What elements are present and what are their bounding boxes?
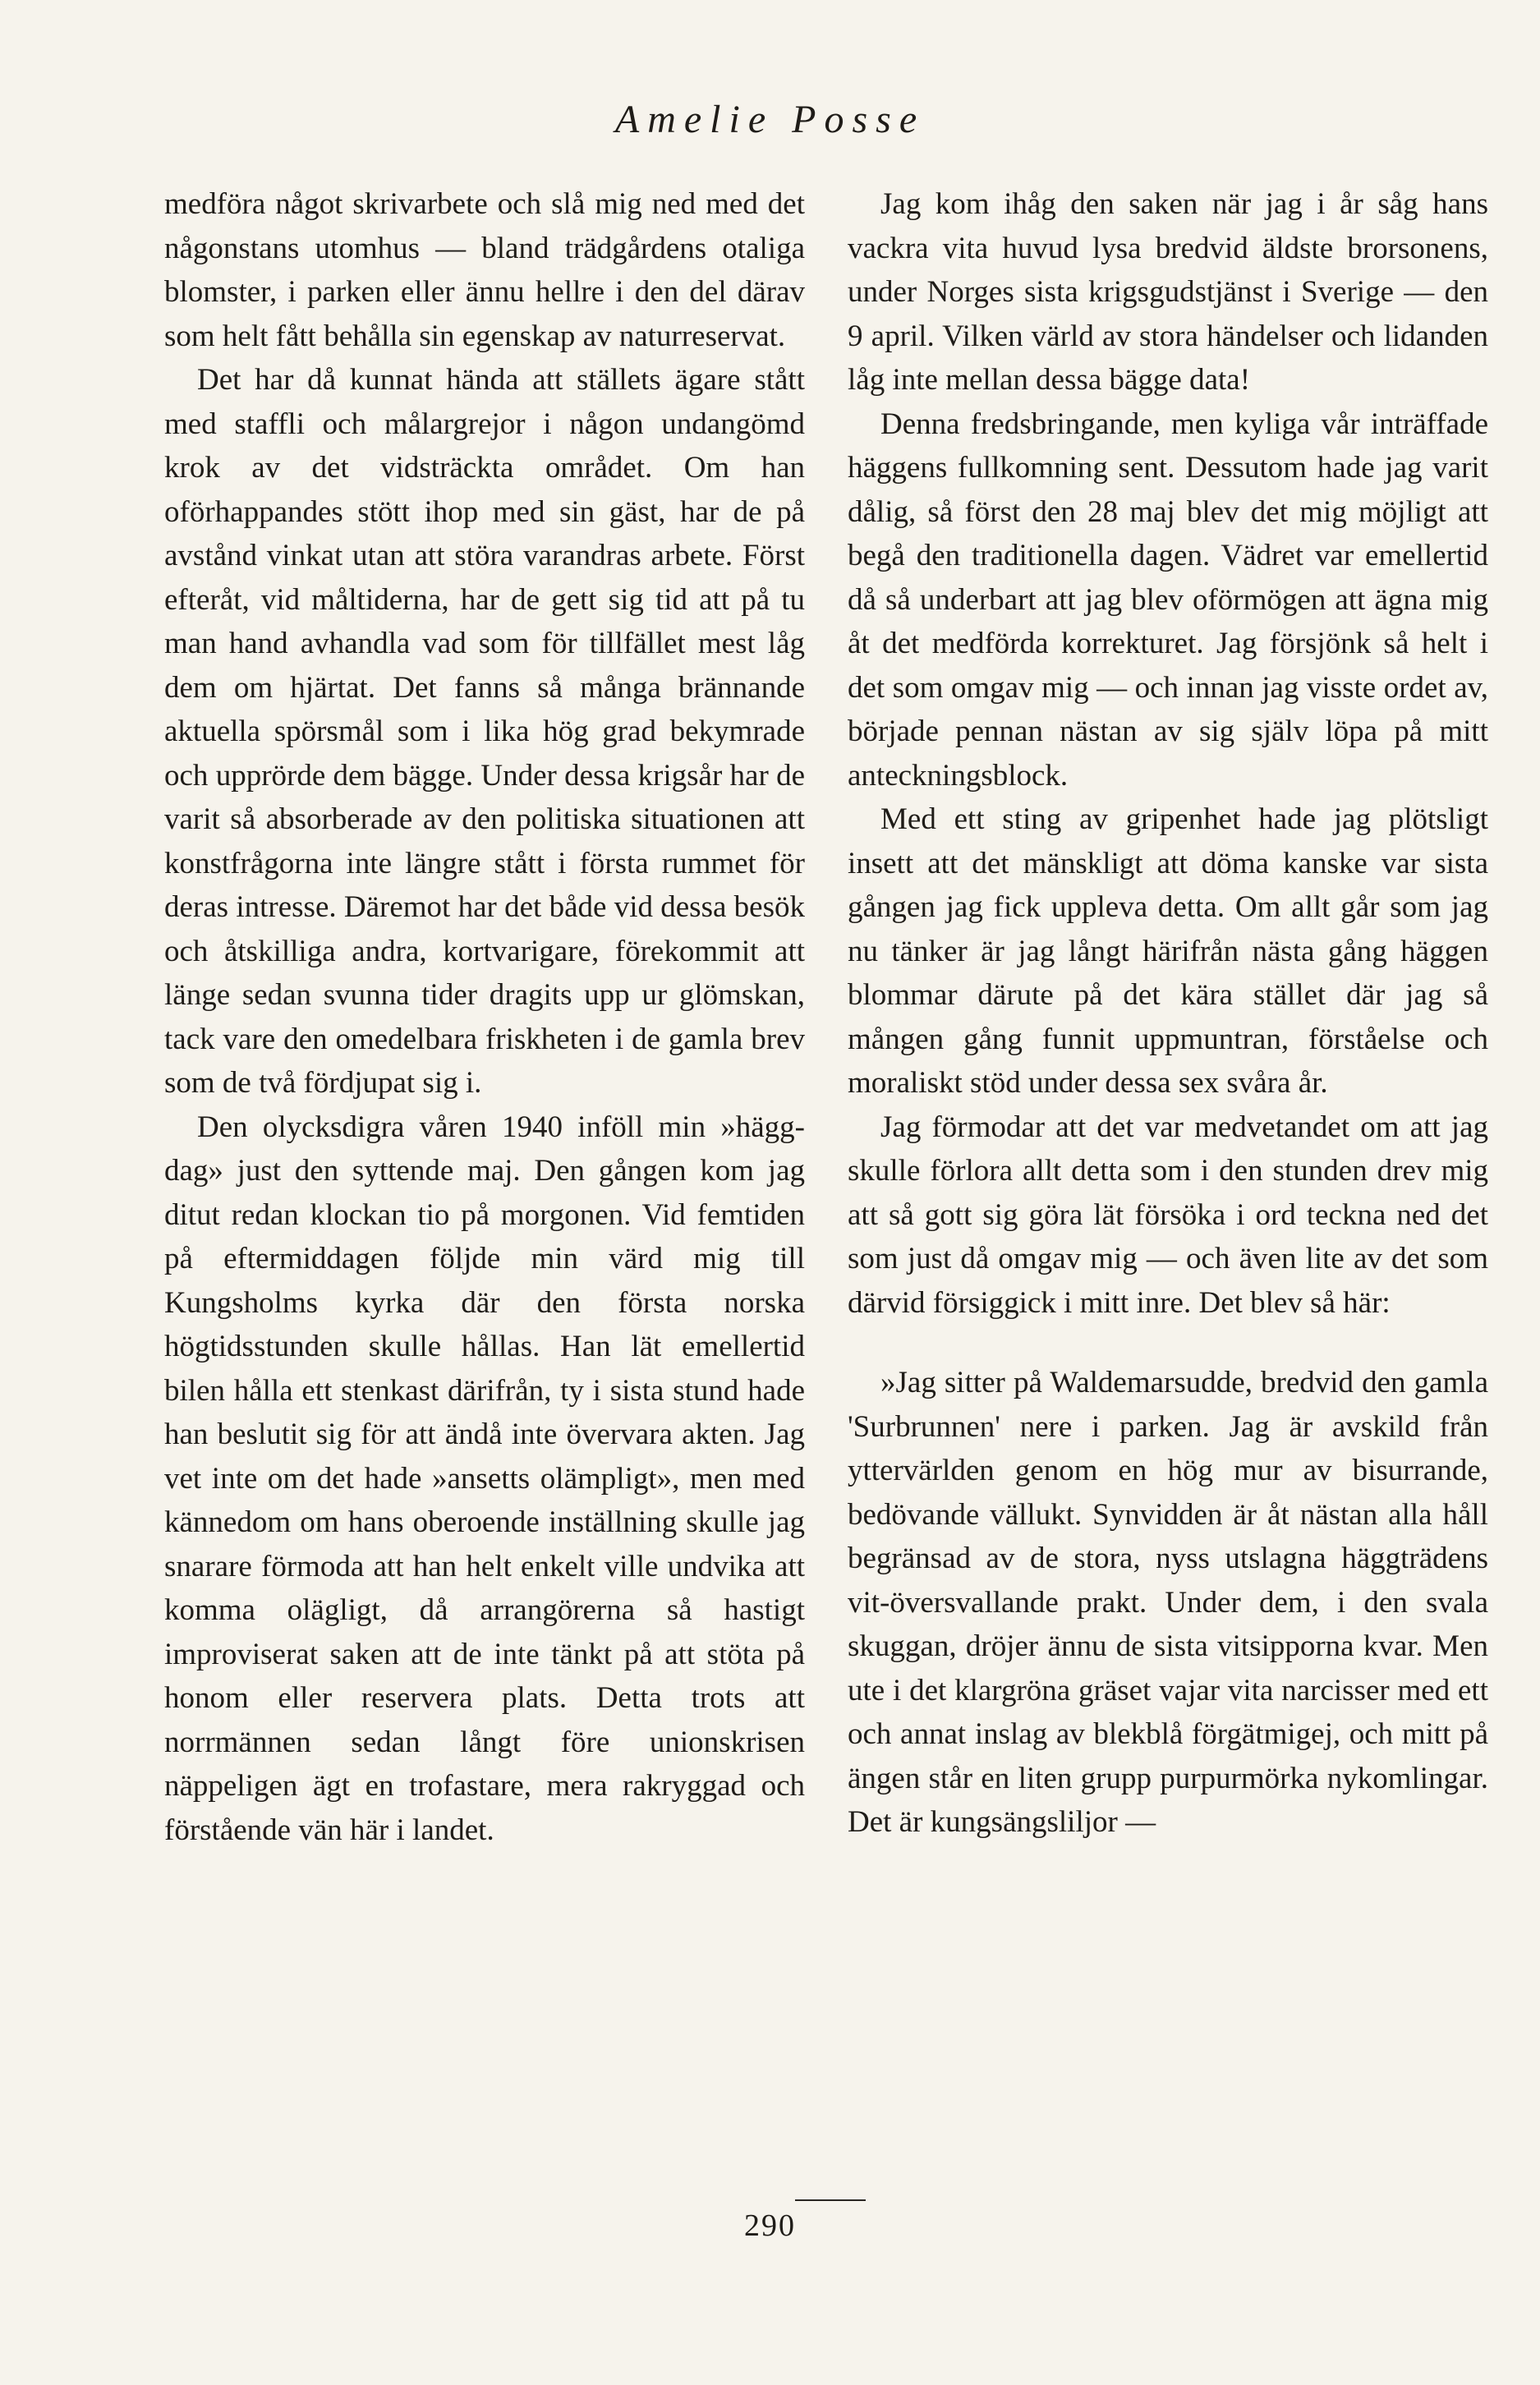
right-column bbox=[848, 182, 1488, 1845]
paragraph: medföra något skrivarbete och slå mig ned med det någonstans utomhus — bland trädgårdens otaliga blomster, i parken eller ännu hellre i den del därav som helt fått behålla sin egenskap av naturreservat. bbox=[164, 187, 805, 353]
running-title: Amelie Posse bbox=[614, 98, 926, 141]
paragraph: Den olycksdigra våren 1940 inföll min »hägg-dag» just den syttende maj. Den gången kom jag ditut redan klockan tio på morgonen. Vid femtiden på eftermiddagen följde min värd mig till Kungsholms kyrka där den första norska högtidsstunden skulle hållas. Han lät emellertid bilen hålla ett stenkast därifrån, ty i sista stund hade han beslutit sig för att ändå inte övervara akten. Jag vet inte om det hade »ansetts olämpligt», men med kännedom om hans oberoende inställning skulle jag snarare förmoda att han helt enkelt ville undvika att komma olägligt, då arrangörerna så hastigt improviserat saken att de inte tänkt på att stöta på honom eller reservera plats. Detta trots att norrmännen sedan långt före unionskrisen näppeligen ägt en trofastare, mera rakryggad och förstående vän här i landet. bbox=[164, 1110, 805, 1847]
folio-rule bbox=[795, 2199, 866, 2201]
page-number: 290 bbox=[744, 2208, 796, 2243]
paragraph: Jag kom ihåg den saken när jag i år såg hans vackra vita huvud lysa bredvid äldste brorsonens, under Norges sista krigsgudstjänst i Sverige — den 9 april. Vilken värld av stora händelser och lidanden låg inte mellan dessa bägge data! bbox=[848, 187, 1488, 397]
paragraph: Med ett sting av gripenhet hade jag plötsligt insett att det mänskligt att döma kanske var sista gången jag fick uppleva detta. Om allt går som jag nu tänker är jag långt härifrån nästa gång häggen blommar därute på det kära stället där jag så mången gång funnit uppmuntran, förståelse och moraliskt stöd under dessa sex svåra år. bbox=[848, 802, 1488, 1100]
left-column bbox=[164, 182, 805, 1852]
paragraph: Denna fredsbringande, men kyliga vår inträffade häggens fullkomning sent. Dessutom hade jag varit dålig, så först den 28 maj blev det mig möjligt att begå den traditionella dagen. Vädret var emellertid då så underbart att jag blev oförmögen att ägna mig åt det medförda korrekturet. Jag försjönk så helt i det som omgav mig — och innan jag visste ordet av, började pennan nästan av sig själv löpa på mitt anteckningsblock. bbox=[848, 407, 1488, 793]
paragraph: Jag förmodar att det var medvetandet om att jag skulle förlora allt detta som i den stunden drev mig att så gott sig göra lät försöka i ord teckna ned det som just då omgav mig — och även lite av det som därvid försiggick i mitt inre. Det blev så här: bbox=[848, 1110, 1488, 1320]
quoted-paragraph: »Jag sitter på Waldemarsudde, bredvid den gamla 'Surbrunnen' nere i parken. Jag är avskild från yttervärlden genom en hög mur av bisurrande, bedövande vällukt. Synvidden är åt nästan alla håll begränsad av de stora, nyss utslagna häggträdens vit-översvallande prakt. Under dem, i den svala skuggan, dröjer ännu de sista vitsipporna kvar. Men ute i det klargröna gräset vajar vita narcisser med ett och annat inslag av blekblå förgätmigej, och mitt på ängen står en liten grupp purpurmörka nykomlingar. Det är kungsängsliljor — bbox=[848, 1366, 1488, 1839]
paragraph: Det har då kunnat hända att ställets ägare stått med staffli och målargrejor i någon undangömd krok av det vidsträckta området. Om han oförhappandes stött ihop med sin gäst, har de på avstånd vinkat utan att störa varandras arbete. Först efteråt, vid måltiderna, har de gett sig tid att på tu man hand avhandla vad som för tillfället mest låg dem om hjärtat. Det fanns så många brännande aktuella spörsmål som i lika hög grad bekymrade och upprörde dem bägge. Under dessa krigsår har de varit så absorberade av den politiska situationen att konstfrågorna inte längre stått i första rummet för deras intresse. Däremot har det både vid dessa besök och åtskilliga andra, kortvarigare, förekommit att länge sedan svunna tider dragits upp ur glömskan, tack vare den omedelbara friskheten i de gamla brev som de två fördjupat sig i. bbox=[164, 363, 805, 1100]
